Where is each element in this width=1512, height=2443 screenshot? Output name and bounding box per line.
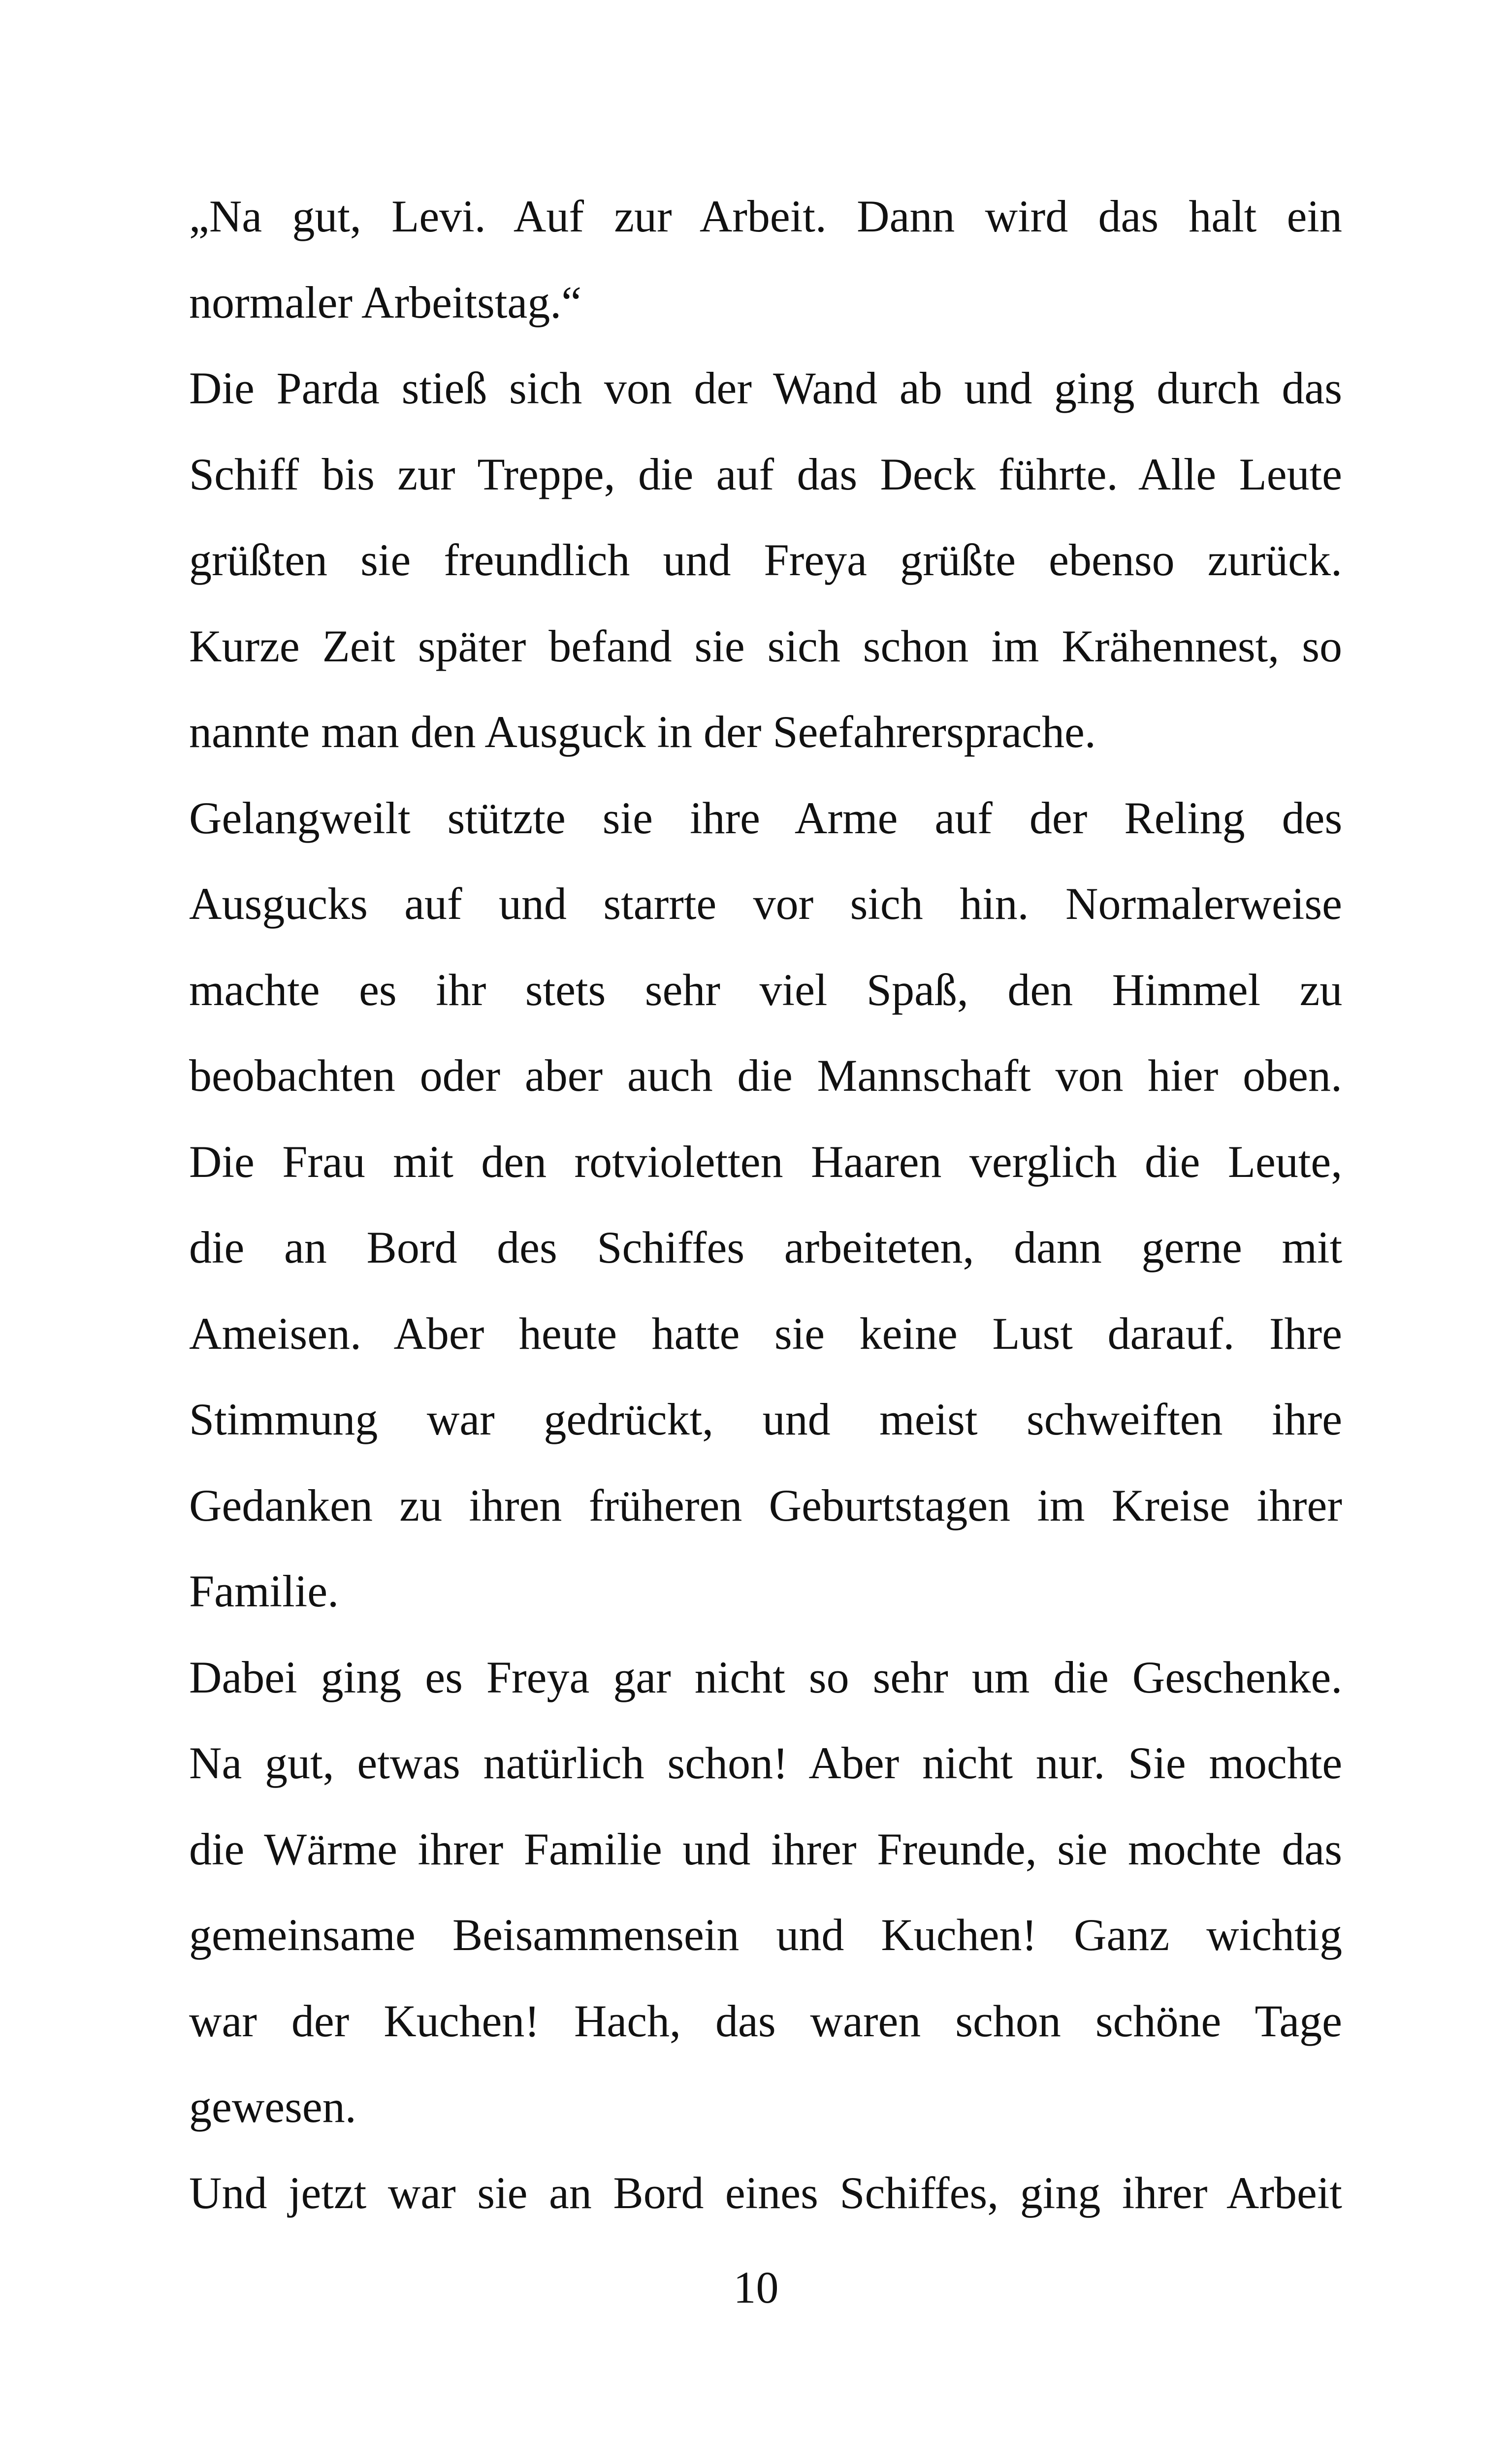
text-line: Schiff bis zur Treppe, die auf das Deck führte. Alle Leute bbox=[189, 449, 1342, 499]
text-line: nannte man den Ausguck in der Seefahrersprache. bbox=[189, 707, 1096, 757]
text-line: gemeinsame Beisammensein und Kuchen! Ganz wichtig bbox=[189, 1910, 1343, 1960]
text-line: beobachten oder aber auch die Mannschaft von hier oben. bbox=[189, 1050, 1342, 1101]
text-line: Na gut, etwas natürlich schon! Aber nicht nur. Sie mochte bbox=[189, 1738, 1343, 1788]
text-line: Gelangweilt stützte sie ihre Arme auf der Reling des bbox=[189, 792, 1343, 843]
text-line: Die Frau mit den rotvioletten Haaren verglich die Leute, bbox=[189, 1136, 1343, 1187]
text-line: Ameisen. Aber heute hatte sie keine Lust darauf. Ihre bbox=[189, 1308, 1342, 1359]
text-line: Dabei ging es Freya gar nicht so sehr um die Geschenke. bbox=[189, 1652, 1343, 1702]
body-text bbox=[189, 173, 1342, 2236]
text-line: Familie. bbox=[189, 1566, 339, 1616]
text-line: Stimmung war gedrückt, und meist schweiften ihre bbox=[189, 1394, 1343, 1444]
text-line: die Wärme ihrer Familie und ihrer Freunde, sie mochte das bbox=[189, 1824, 1342, 1874]
text-line: die an Bord des Schiffes arbeiteten, dann gerne mit bbox=[189, 1222, 1343, 1272]
text-line: „Na gut, Levi. Auf zur Arbeit. Dann wird das halt ein bbox=[189, 191, 1342, 241]
text-line: Ausgucks auf und starrte vor sich hin. Normalerweise bbox=[189, 879, 1342, 929]
text-line: war der Kuchen! Hach, das waren schon schöne Tage bbox=[189, 1995, 1342, 2046]
text-line: Kurze Zeit später befand sie sich schon im Krähennest, so bbox=[189, 620, 1342, 671]
page-number: 10 bbox=[733, 2262, 779, 2313]
text-line: machte es ihr stets sehr viel Spaß, den Himmel zu bbox=[189, 964, 1343, 1015]
text-line: gewesen. bbox=[189, 2082, 356, 2132]
text-line: Gedanken zu ihren früheren Geburtstagen im Kreise ihrer bbox=[189, 1480, 1342, 1531]
text-line: Die Parda stieß sich von der Wand ab und ging durch das bbox=[189, 363, 1342, 413]
text-line: normaler Arbeitstag.“ bbox=[189, 277, 582, 327]
text-line: grüßten sie freundlich und Freya grüßte ebenso zurück. bbox=[189, 535, 1342, 585]
text-line: Und jetzt war sie an Bord eines Schiffes, ging ihrer Arbeit bbox=[189, 2167, 1342, 2218]
